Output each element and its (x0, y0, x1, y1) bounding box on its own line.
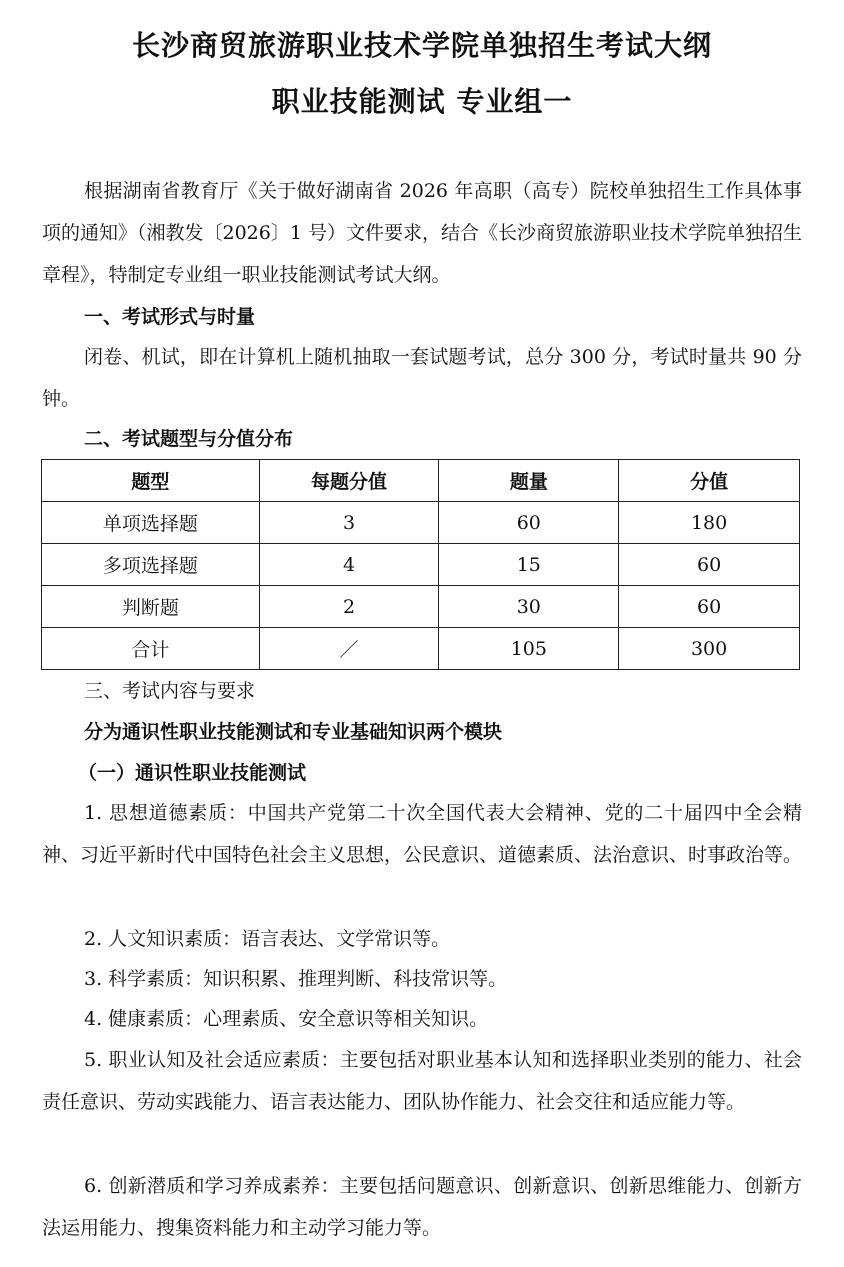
document-title: 长沙商贸旅游职业技术学院单独招生考试大纲 (131, 29, 712, 62)
table-header-cell: 题型 (42, 460, 260, 502)
table-cell: ／ (259, 628, 439, 670)
table-cell: 105 (439, 628, 619, 670)
table-cell: 单项选择题 (42, 502, 260, 544)
content-item: 4. 健康素质：心理素质、安全意识等相关知识。 (84, 1008, 489, 1030)
content-item: 3. 科学素质：知识积累、推理判断、科技常识等。 (84, 968, 508, 990)
table-cell: 60 (619, 544, 800, 586)
section-heading-exam-format: 一、考试形式与时量 (84, 306, 256, 328)
table-cell: 300 (619, 628, 800, 670)
part-one-heading: （一）通识性职业技能测试 (78, 762, 307, 784)
table-row (42, 502, 800, 544)
table-row-total (42, 628, 800, 670)
table-cell: 60 (619, 586, 800, 628)
table-cell: 60 (439, 502, 619, 544)
score-distribution-table (41, 459, 800, 670)
table-cell: 合计 (42, 628, 260, 670)
table-cell: 15 (439, 544, 619, 586)
table-cell: 判断题 (42, 586, 260, 628)
intro-paragraph: 根据湖南省教育厅《关于做好湖南省 2026 年高职（高专）院校单独招生工作具体事项的通知》（湘教发〔2026〕1 号）文件要求，结合《长沙商贸旅游职业技术学院单独招生章程》，特制定专业组一职业技能测试考试大纲。 (42, 180, 802, 286)
document-subtitle: 职业技能测试 专业组一 (271, 85, 573, 118)
table-cell: 多项选择题 (42, 544, 260, 586)
table-header-row (42, 460, 800, 502)
table-row (42, 544, 800, 586)
content-item: 1. 思想道德素质：中国共产党第二十次全国代表大会精神、党的二十届四中全会精神、习近平新时代中国特色社会主义思想，公民意识、道德素质、法治意识、时事政治等。 (42, 802, 803, 866)
table-cell: 180 (619, 502, 800, 544)
content-item: 6. 创新潜质和学习养成素养：主要包括问题意识、创新意识、创新思维能力、创新方法运用能力、搜集资料能力和主动学习能力等。 (42, 1175, 802, 1239)
table-cell: 2 (259, 586, 439, 628)
table-header-cell: 题量 (439, 460, 619, 502)
table-cell: 4 (259, 544, 439, 586)
table-cell: 3 (259, 502, 439, 544)
table-header-cell: 每题分值 (259, 460, 439, 502)
table-row (42, 586, 800, 628)
content-item: 5. 职业认知及社会适应素质：主要包括对职业基本认知和选择职业类别的能力、社会责任意识、劳动实践能力、语言表达能力、团队协作能力、社会交往和适应能力等。 (42, 1049, 802, 1113)
content-item: 2. 人文知识素质：语言表达、文学常识等。 (84, 928, 451, 950)
content-subheading: 分为通识性职业技能测试和专业基础知识两个模块 (84, 721, 503, 743)
section-heading-question-types: 二、考试题型与分值分布 (84, 428, 294, 450)
section-heading-content: 三、考试内容与要求 (84, 680, 256, 702)
table-cell: 30 (439, 586, 619, 628)
exam-format-paragraph: 闭卷、机试，即在计算机上随机抽取一套试题考试，总分 300 分，考试时量共 90 分钟。 (42, 346, 802, 410)
table-header-cell: 分值 (619, 460, 800, 502)
